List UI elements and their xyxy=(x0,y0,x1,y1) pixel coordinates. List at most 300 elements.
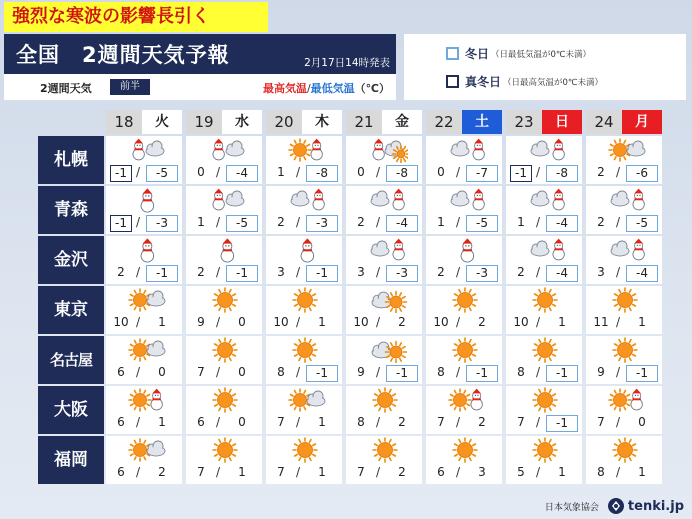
temp-slash: / xyxy=(296,365,301,379)
temp-slash: / xyxy=(136,315,141,329)
temp-slash: / xyxy=(376,215,381,229)
min-temp: 1 xyxy=(558,315,566,329)
temp-slash: / xyxy=(376,315,381,329)
min-temp: 0 xyxy=(638,415,646,429)
max-temp: 10 xyxy=(353,315,369,329)
forecast-cell xyxy=(266,236,342,284)
sun-icon xyxy=(528,437,568,463)
max-temp: 8 xyxy=(517,365,525,379)
max-temp: 2 xyxy=(117,265,125,279)
max-temp: 3 xyxy=(357,265,365,279)
forecast-cell xyxy=(266,436,342,484)
day-weekday: 月 xyxy=(622,110,662,134)
cloudy-snow-icon xyxy=(528,187,568,213)
temp-slash: / xyxy=(536,365,541,379)
forecast-cell xyxy=(346,336,422,384)
min-temp: -1 xyxy=(386,365,418,382)
max-temp: 6 xyxy=(117,465,125,479)
day-number: 22 xyxy=(426,110,462,134)
temp-slash: / xyxy=(136,165,141,179)
max-temp: 2 xyxy=(277,215,285,229)
forecast-cell xyxy=(266,386,342,434)
snow-cloudy-sun-icon xyxy=(368,137,408,163)
max-temp: 6 xyxy=(197,415,205,429)
temp-slash: / xyxy=(456,265,461,279)
city-row xyxy=(38,386,686,434)
max-temp: -1 xyxy=(110,215,132,232)
forecast-cell xyxy=(346,436,422,484)
forecast-cell xyxy=(586,186,662,234)
forecast-cell xyxy=(426,336,502,384)
snow-icon xyxy=(128,237,168,263)
city-name: 札幌 xyxy=(38,136,104,184)
forecast-cell xyxy=(106,136,182,184)
max-temp: 2 xyxy=(597,165,605,179)
temp-slash: / xyxy=(536,315,541,329)
sun-icon xyxy=(208,387,248,413)
sun-icon xyxy=(448,437,488,463)
temp-slash: / xyxy=(456,415,461,429)
temp-slash: / xyxy=(376,465,381,479)
cloudy-snow-icon xyxy=(288,187,328,213)
forecast-cell xyxy=(506,186,582,234)
max-temp: 9 xyxy=(197,315,205,329)
sun-icon xyxy=(368,437,408,463)
temp-slash: / xyxy=(296,165,301,179)
headline: 強烈な寒波の影響長引く xyxy=(4,2,268,32)
sun-cloudy-icon xyxy=(288,387,328,413)
min-temp: -7 xyxy=(466,165,498,182)
temp-slash: / xyxy=(456,365,461,379)
temp-slash: / xyxy=(536,165,541,179)
legend-swatch-mafuyu xyxy=(446,75,459,88)
sun-icon xyxy=(448,337,488,363)
forecast-cell xyxy=(346,186,422,234)
city-row xyxy=(38,236,686,284)
day-number: 20 xyxy=(266,110,302,134)
sun-snow-icon xyxy=(608,387,648,413)
forecast-cell xyxy=(106,336,182,384)
cloudy-snow-icon xyxy=(608,237,648,263)
max-temp: 6 xyxy=(117,415,125,429)
sun-icon xyxy=(208,337,248,363)
cloudy-sun-icon xyxy=(368,337,408,363)
min-temp: 2 xyxy=(398,465,406,479)
day-header xyxy=(586,110,662,134)
city-row xyxy=(38,436,686,484)
min-temp: -1 xyxy=(306,365,338,382)
forecast-cell xyxy=(266,336,342,384)
forecast-cell xyxy=(266,286,342,334)
max-temp: 2 xyxy=(357,215,365,229)
sun-cloudy-icon xyxy=(128,287,168,313)
day-header xyxy=(186,110,262,134)
snow-icon xyxy=(288,237,328,263)
title-bar xyxy=(4,34,396,74)
min-temp: 1 xyxy=(158,315,166,329)
temp-legend-sep: / xyxy=(306,82,311,95)
day-weekday: 日 xyxy=(542,110,582,134)
max-temp: 8 xyxy=(277,365,285,379)
cloudy-snow-icon xyxy=(448,137,488,163)
legend-term-mafuyu: 真冬日 xyxy=(465,75,502,89)
max-temp: 8 xyxy=(597,465,605,479)
city-name: 東京 xyxy=(38,286,104,334)
forecast-cell xyxy=(506,286,582,334)
min-temp: 0 xyxy=(158,365,166,379)
min-temp: -3 xyxy=(466,265,498,282)
city-row xyxy=(38,336,686,384)
temp-slash: / xyxy=(136,415,141,429)
temp-slash: / xyxy=(456,165,461,179)
min-temp: 0 xyxy=(238,365,246,379)
forecast-cell xyxy=(346,386,422,434)
temp-slash: / xyxy=(296,415,301,429)
min-temp: 1 xyxy=(638,465,646,479)
legend-box xyxy=(404,34,686,100)
snow-cloudy-icon xyxy=(208,137,248,163)
forecast-cell xyxy=(586,136,662,184)
max-temp: 10 xyxy=(113,315,129,329)
min-temp: -5 xyxy=(146,165,178,182)
max-temp: 2 xyxy=(517,265,525,279)
temp-legend-max: 最高気温 xyxy=(262,82,307,95)
forecast-cell xyxy=(426,236,502,284)
sun-snow-icon xyxy=(448,387,488,413)
max-temp: 10 xyxy=(433,315,449,329)
temp-slash: / xyxy=(376,415,381,429)
max-temp: 10 xyxy=(513,315,529,329)
day-weekday: 火 xyxy=(142,110,182,134)
max-temp: 1 xyxy=(197,215,205,229)
max-temp: 7 xyxy=(277,415,285,429)
temp-slash: / xyxy=(216,265,221,279)
forecast-cell xyxy=(186,236,262,284)
city-name: 名古屋 xyxy=(38,336,104,384)
forecast-cell xyxy=(186,386,262,434)
legend-note-fuyu: （日最低気温が0℃未満） xyxy=(491,49,591,60)
day-header xyxy=(266,110,342,134)
min-temp: 1 xyxy=(318,315,326,329)
max-temp: 8 xyxy=(357,415,365,429)
snow-icon xyxy=(128,187,168,213)
temp-slash: / xyxy=(456,215,461,229)
cloudy-snow-icon xyxy=(368,237,408,263)
max-temp: 7 xyxy=(357,465,365,479)
sun-icon xyxy=(448,287,488,313)
max-temp: -1 xyxy=(110,165,132,182)
max-temp: 6 xyxy=(117,365,125,379)
max-temp: 2 xyxy=(197,265,205,279)
sub-bar xyxy=(4,74,396,100)
tenki-logo-text: tenki.jp xyxy=(627,498,684,514)
forecast-cell xyxy=(106,386,182,434)
forecast-cell xyxy=(426,136,502,184)
min-temp: 0 xyxy=(238,315,246,329)
temp-slash: / xyxy=(536,465,541,479)
max-temp: 5 xyxy=(517,465,525,479)
sun-icon xyxy=(528,287,568,313)
day-weekday: 水 xyxy=(222,110,262,134)
temp-slash: / xyxy=(216,165,221,179)
sun-icon xyxy=(208,437,248,463)
forecast-cell xyxy=(506,436,582,484)
day-weekday: 金 xyxy=(382,110,422,134)
min-temp: -1 xyxy=(466,365,498,382)
forecast-cell xyxy=(586,436,662,484)
snow-cloudy-icon xyxy=(208,187,248,213)
forecast-cell xyxy=(186,136,262,184)
min-temp: -1 xyxy=(226,265,258,282)
sun-icon xyxy=(288,287,328,313)
sun-snow-icon xyxy=(288,137,328,163)
min-temp: -1 xyxy=(146,265,178,282)
day-number: 23 xyxy=(506,110,542,134)
max-temp: 1 xyxy=(277,165,285,179)
min-temp: -3 xyxy=(306,215,338,232)
temp-slash: / xyxy=(616,315,621,329)
forecast-cell xyxy=(346,286,422,334)
min-temp: -4 xyxy=(626,265,658,282)
max-temp: 9 xyxy=(357,365,365,379)
max-temp: 11 xyxy=(593,315,609,329)
max-temp: 3 xyxy=(597,265,605,279)
temp-legend-min: 最低気温 xyxy=(310,82,355,95)
forecast-cell xyxy=(586,386,662,434)
cloudy-snow-icon xyxy=(368,187,408,213)
min-temp: -8 xyxy=(546,165,578,182)
temp-legend-unit: （℃） xyxy=(354,82,390,95)
sub-label: 2週間天気 xyxy=(40,82,92,95)
day-header xyxy=(506,110,582,134)
forecast-cell xyxy=(346,236,422,284)
temp-slash: / xyxy=(536,215,541,229)
max-temp: 7 xyxy=(197,365,205,379)
forecast-cell xyxy=(186,186,262,234)
temp-slash: / xyxy=(456,465,461,479)
temp-slash: / xyxy=(296,215,301,229)
legend-term-fuyu: 冬日 xyxy=(465,47,490,61)
min-temp: -3 xyxy=(386,265,418,282)
sun-icon xyxy=(608,337,648,363)
snow-icon xyxy=(448,237,488,263)
min-temp: -4 xyxy=(386,215,418,232)
sun-cloudy-icon xyxy=(608,137,648,163)
sun-icon xyxy=(288,337,328,363)
min-temp: -4 xyxy=(226,165,258,182)
max-temp: 0 xyxy=(437,165,445,179)
tenki-logo-icon xyxy=(607,497,625,515)
legend-item-mafuyu xyxy=(446,73,603,90)
day-number: 19 xyxy=(186,110,222,134)
min-temp: -5 xyxy=(226,215,258,232)
temp-slash: / xyxy=(136,465,141,479)
min-temp: 2 xyxy=(398,315,406,329)
temp-slash: / xyxy=(616,415,621,429)
max-temp: 6 xyxy=(437,465,445,479)
temp-slash: / xyxy=(296,315,301,329)
temp-slash: / xyxy=(216,215,221,229)
forecast-cell xyxy=(106,236,182,284)
cloudy-sun-icon xyxy=(368,287,408,313)
min-temp: -8 xyxy=(386,165,418,182)
max-temp: 7 xyxy=(437,415,445,429)
city-name: 福岡 xyxy=(38,436,104,484)
min-temp: 3 xyxy=(478,465,486,479)
temp-slash: / xyxy=(536,265,541,279)
forecast-cell xyxy=(426,386,502,434)
min-temp: -1 xyxy=(306,265,338,282)
temp-slash: / xyxy=(376,365,381,379)
cloudy-snow-icon xyxy=(608,187,648,213)
max-temp: 0 xyxy=(357,165,365,179)
temp-slash: / xyxy=(376,265,381,279)
min-temp: -8 xyxy=(306,165,338,182)
city-row xyxy=(38,286,686,334)
city-name: 大阪 xyxy=(38,386,104,434)
day-weekday: 土 xyxy=(462,110,502,134)
forecast-cell xyxy=(426,436,502,484)
temp-slash: / xyxy=(136,265,141,279)
min-temp: -4 xyxy=(546,215,578,232)
temp-slash: / xyxy=(536,415,541,429)
min-temp: 2 xyxy=(478,315,486,329)
min-temp: 2 xyxy=(158,465,166,479)
forecast-cell xyxy=(506,236,582,284)
legend-swatch-fuyu xyxy=(446,47,459,60)
max-temp: 2 xyxy=(437,265,445,279)
page-title: 全国 2週間天気予報 xyxy=(16,43,230,67)
temp-slash: / xyxy=(456,315,461,329)
forecast-cell xyxy=(426,286,502,334)
cloudy-snow-icon xyxy=(528,237,568,263)
sun-icon xyxy=(608,437,648,463)
max-temp: 7 xyxy=(597,415,605,429)
city-name: 金沢 xyxy=(38,236,104,284)
day-header xyxy=(346,110,422,134)
forecast-cell xyxy=(506,336,582,384)
sun-snow-icon xyxy=(128,387,168,413)
min-temp: -6 xyxy=(626,165,658,182)
min-temp: -5 xyxy=(626,215,658,232)
temp-slash: / xyxy=(616,215,621,229)
sun-icon xyxy=(528,337,568,363)
forecast-cell xyxy=(586,236,662,284)
forecast-cell xyxy=(186,286,262,334)
min-temp: 1 xyxy=(238,465,246,479)
day-weekday: 木 xyxy=(302,110,342,134)
temp-slash: / xyxy=(616,165,621,179)
legend-item-fuyu xyxy=(446,45,591,62)
sun-cloudy-icon xyxy=(128,437,168,463)
min-temp: 2 xyxy=(398,415,406,429)
forecast-cell xyxy=(266,136,342,184)
min-temp: -5 xyxy=(466,215,498,232)
max-temp: 1 xyxy=(437,215,445,229)
temp-slash: / xyxy=(216,415,221,429)
temp-slash: / xyxy=(216,465,221,479)
min-temp: 1 xyxy=(318,415,326,429)
sun-icon xyxy=(528,387,568,413)
sun-icon xyxy=(368,387,408,413)
max-temp: 9 xyxy=(597,365,605,379)
temp-slash: / xyxy=(136,215,141,229)
min-temp: 1 xyxy=(558,465,566,479)
day-number: 24 xyxy=(586,110,622,134)
city-name: 青森 xyxy=(38,186,104,234)
forecast-cell xyxy=(346,136,422,184)
day-header xyxy=(426,110,502,134)
forecast-cell xyxy=(506,136,582,184)
snow-cloudy-icon xyxy=(128,137,168,163)
min-temp: -1 xyxy=(626,365,658,382)
half-badge: 前半 xyxy=(110,79,150,95)
temp-slash: / xyxy=(616,465,621,479)
max-temp: 2 xyxy=(597,215,605,229)
day-header xyxy=(106,110,182,134)
min-temp: 2 xyxy=(478,415,486,429)
cloudy-snow-icon xyxy=(528,137,568,163)
temp-slash: / xyxy=(296,265,301,279)
min-temp: -4 xyxy=(546,265,578,282)
day-number: 21 xyxy=(346,110,382,134)
cloudy-snow-icon xyxy=(448,187,488,213)
footer xyxy=(545,497,684,515)
sun-icon xyxy=(208,287,248,313)
forecast-cell xyxy=(426,186,502,234)
max-temp: 10 xyxy=(273,315,289,329)
max-temp: 8 xyxy=(437,365,445,379)
temp-slash: / xyxy=(296,465,301,479)
sun-icon xyxy=(288,437,328,463)
forecast-cell xyxy=(186,436,262,484)
max-temp: 3 xyxy=(277,265,285,279)
sun-icon xyxy=(608,287,648,313)
max-temp: 7 xyxy=(197,465,205,479)
city-row xyxy=(38,186,686,234)
temp-slash: / xyxy=(216,315,221,329)
forecast-cell xyxy=(506,386,582,434)
min-temp: -3 xyxy=(146,215,178,232)
forecast-cell xyxy=(586,286,662,334)
forecast-cell xyxy=(186,336,262,384)
forecast-cell xyxy=(586,336,662,384)
temp-slash: / xyxy=(616,365,621,379)
forecast-cell xyxy=(106,436,182,484)
min-temp: -1 xyxy=(546,415,578,432)
temp-slash: / xyxy=(136,365,141,379)
max-temp: 1 xyxy=(517,215,525,229)
temp-slash: / xyxy=(216,365,221,379)
min-temp: 1 xyxy=(158,415,166,429)
forecast-cell xyxy=(106,286,182,334)
day-number: 18 xyxy=(106,110,142,134)
temp-slash: / xyxy=(616,265,621,279)
issued-time: 2月17日14時発表 xyxy=(304,57,390,69)
temp-slash: / xyxy=(376,165,381,179)
max-temp: -1 xyxy=(510,165,532,182)
snow-icon xyxy=(208,237,248,263)
sun-cloudy-icon xyxy=(128,337,168,363)
max-temp: 0 xyxy=(197,165,205,179)
max-temp: 7 xyxy=(277,465,285,479)
credit: 日本気象協会 xyxy=(544,502,599,513)
max-temp: 7 xyxy=(517,415,525,429)
temp-legend xyxy=(263,80,390,96)
min-temp: 1 xyxy=(318,465,326,479)
city-row xyxy=(38,136,686,184)
forecast-cell xyxy=(106,186,182,234)
